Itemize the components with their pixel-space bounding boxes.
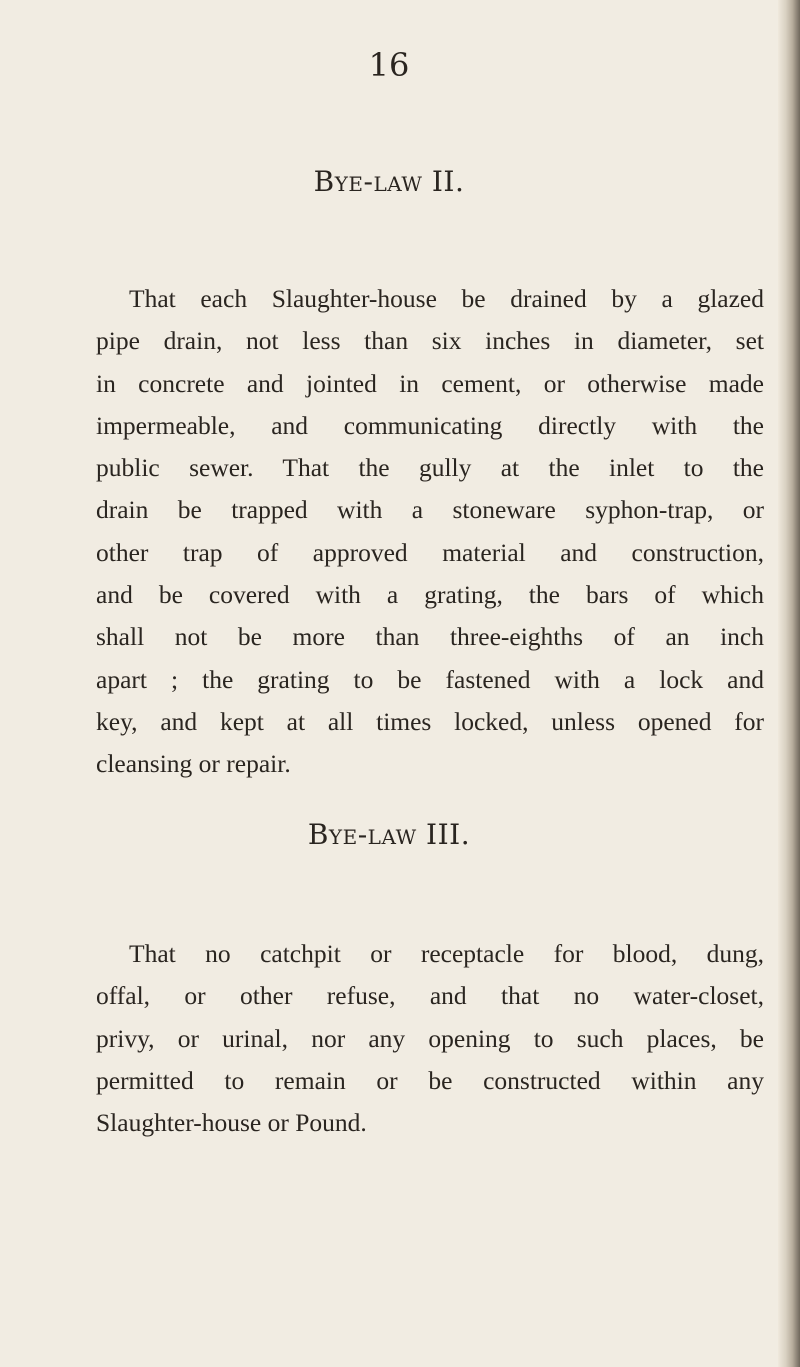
text-line: key, and kept at all times locked, unless opened for (96, 706, 764, 736)
text-line: pipe drain, not less than six inches in diameter, set (96, 326, 764, 356)
text-line: Slaughter-house or Pound. (96, 1108, 367, 1138)
text-line: in concrete and jointed in cement, or otherwise made (96, 368, 764, 398)
text-line: That each Slaughter-house be drained by a glazed (129, 284, 764, 313)
page-edge-shadow (778, 0, 800, 1367)
text-line: impermeable, and communicating directly with the (96, 410, 764, 440)
text-line: cleansing or repair. (96, 749, 291, 779)
bye-law-2-heading: Bye-law II. (313, 165, 465, 198)
text-line: drain be trapped with a stoneware syphon-trap, or (96, 495, 764, 525)
text-line: shall not be more than three-eighths of an inch (96, 622, 764, 652)
bye-law-3-text (96, 933, 764, 1144)
text-line: other trap of approved material and construction, (96, 537, 764, 567)
bye-law-2-text (96, 278, 764, 786)
page-number: 16 (368, 46, 410, 84)
text-line: apart ; the grating to be fastened with a lock and (96, 664, 764, 694)
bye-law-3-heading: Bye-law III. (307, 818, 471, 851)
text-line: privy, or urinal, nor any opening to such places, be (96, 1023, 764, 1053)
text-line: public sewer. That the gully at the inlet to the (96, 453, 764, 483)
text-line: and be covered with a grating, the bars of which (96, 580, 764, 610)
text-line: permitted to remain or be constructed within any (96, 1065, 764, 1095)
text-line: That no catchpit or receptacle for blood, dung, (129, 939, 764, 968)
text-line: offal, or other refuse, and that no water-closet, (96, 981, 764, 1011)
